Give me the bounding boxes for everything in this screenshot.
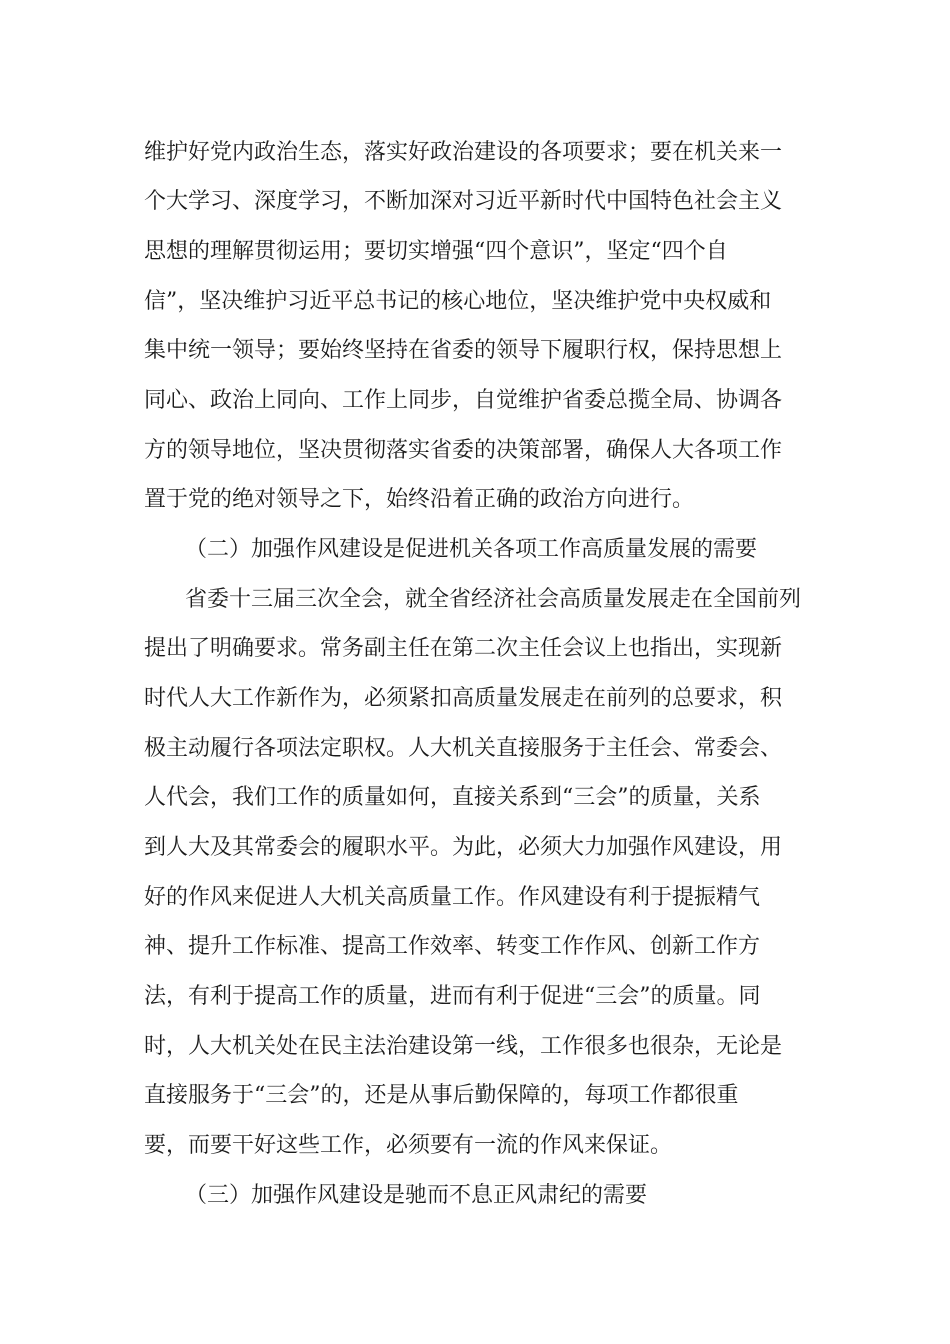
paragraph-line: 思想的理解贯彻运用；要切实增强“四个意识”，坚定“四个自 [144,239,728,264]
paragraph-line: 直接服务于“三会”的，还是从事后勤保障的，每项工作都很重 [144,1083,739,1108]
paragraph-line: 置于党的绝对领导之下，始终沿着正确的政治方向进行。 [144,487,695,512]
paragraph-line: 神、提升工作标准、提高工作效率、转变工作作风、创新工作方 [144,934,761,959]
paragraph-line: 维护好党内政治生态，落实好政治建设的各项要求；要在机关来一 [144,140,783,165]
paragraph-line: 极主动履行各项法定职权。人大机关直接服务于主任会、常委会、 [144,736,783,761]
paragraph-line: 省委十三届三次全会，就全省经济社会高质量发展走在全国前列 [185,587,802,612]
paragraph-line: 人代会，我们工作的质量如何，直接关系到“三会”的质量，关系 [144,785,761,810]
paragraph-line: 信”，坚决维护习近平总书记的核心地位，坚决维护党中央权威和 [144,289,772,314]
section-heading-3: （三）加强作风建设是驰而不息正风肃纪的需要 [185,1183,648,1208]
paragraph-line: 个大学习、深度学习，不断加深对习近平新时代中国特色社会主义 [144,189,783,214]
paragraph-line: 时，人大机关处在民主法治建设第一线，工作很多也很杂，无论是 [144,1034,783,1059]
paragraph-line: 提出了明确要求。常务副主任在第二次主任会议上也指出，实现新 [144,636,783,661]
paragraph-line: 到人大及其常委会的履职水平。为此，必须大力加强作风建设，用 [144,835,783,860]
section-heading-2: （二）加强作风建设是促进机关各项工作高质量发展的需要 [185,537,758,562]
paragraph-line: 方的领导地位，坚决贯彻落实省委的决策部署，确保人大各项工作 [144,438,783,463]
paragraph-line: 集中统一领导；要始终坚持在省委的领导下履职行权，保持思想上 [144,338,783,363]
paragraph-line: 时代人大工作新作为，必须紧扣高质量发展走在前列的总要求，积 [144,686,783,711]
paragraph-line: 要，而要干好这些工作，必须要有一流的作风来保证。 [144,1133,673,1158]
paragraph-line: 同心、政治上同向、工作上同步，自觉维护省委总揽全局、协调各 [144,388,783,413]
paragraph-line: 好的作风来促进人大机关高质量工作。作风建设有利于提振精气 [144,885,761,910]
paragraph-line: 法，有利于提高工作的质量，进而有利于促进“三会”的质量。同 [144,984,761,1009]
